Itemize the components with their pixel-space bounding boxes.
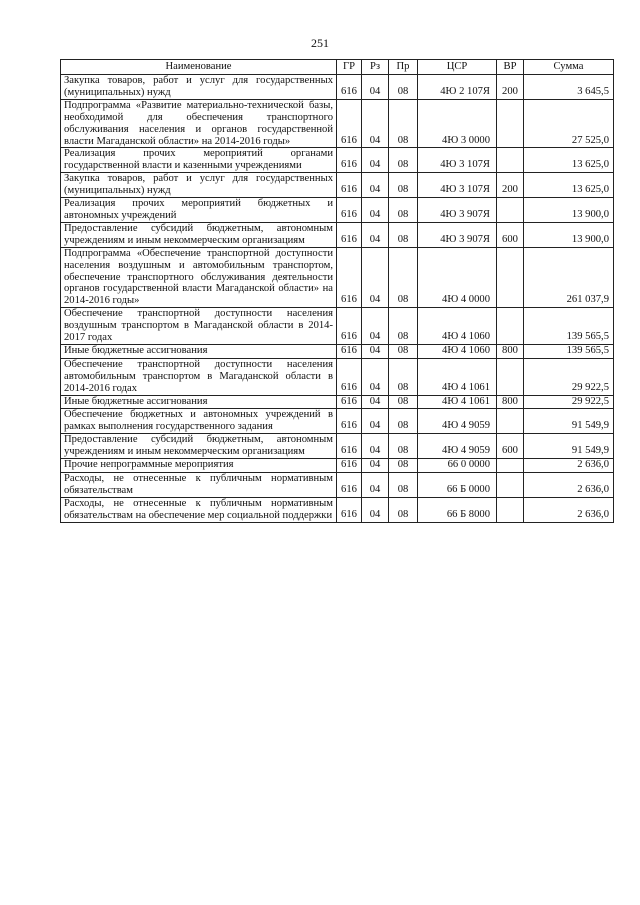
- cell-name: Обеспечение транспортной доступности населения автомобильным транспортом в Магаданской области в 2014-2016 годах: [61, 358, 337, 395]
- cell-name: Расходы, не отнесенные к публичным нормативным обязательствам на обеспечение мер социальной поддержки: [61, 497, 337, 522]
- cell-pr: 08: [389, 99, 418, 148]
- cell-csr: 4Ю 3 907Я: [418, 222, 497, 247]
- cell-name: Подпрограмма «Развитие материально-технической базы, необходимой для обеспечения транспортного обслуживания населения и органов государственной власти Магаданской области» на 2014-2016 годы»: [61, 99, 337, 148]
- cell-pr: 08: [389, 173, 418, 198]
- cell-rz: 04: [362, 247, 389, 308]
- cell-sum: 29 922,5: [524, 395, 614, 409]
- table-row: [61, 409, 614, 434]
- cell-pr: 08: [389, 395, 418, 409]
- cell-vr: 800: [497, 395, 524, 409]
- cell-sum: 139 565,5: [524, 344, 614, 358]
- cell-name: Прочие непрограммные мероприятия: [61, 459, 337, 473]
- cell-gr: 616: [337, 358, 362, 395]
- cell-csr: 66 Б 8000: [418, 497, 497, 522]
- cell-gr: 616: [337, 222, 362, 247]
- cell-rz: 04: [362, 148, 389, 173]
- page-number: 251: [311, 36, 329, 50]
- table-body: [61, 75, 614, 523]
- cell-rz: 04: [362, 198, 389, 223]
- cell-rz: 04: [362, 434, 389, 459]
- cell-sum: 27 525,0: [524, 99, 614, 148]
- cell-pr: 08: [389, 497, 418, 522]
- table-row: [61, 434, 614, 459]
- cell-pr: 08: [389, 75, 418, 100]
- cell-vr: [497, 358, 524, 395]
- cell-vr: [497, 99, 524, 148]
- cell-name: Подпрограмма «Обеспечение транспортной доступности населения воздушным и автомобильным транспортом, обеспечение транспортного обслуживания деятельности органов государственной власти Магаданской области» на 2014-2016 годы»: [61, 247, 337, 308]
- table-row: [61, 247, 614, 308]
- cell-gr: 616: [337, 198, 362, 223]
- column-header-csr: ЦСР: [418, 60, 497, 75]
- cell-gr: 616: [337, 99, 362, 148]
- cell-sum: 91 549,9: [524, 409, 614, 434]
- cell-name: Реализация прочих мероприятий бюджетных и автономных учреждений: [61, 198, 337, 223]
- cell-pr: 08: [389, 148, 418, 173]
- cell-vr: [497, 148, 524, 173]
- cell-name: Обеспечение бюджетных и автономных учреждений в рамках выполнения государственного задания: [61, 409, 337, 434]
- cell-csr: 4Ю 3 107Я: [418, 148, 497, 173]
- cell-csr: 4Ю 3 907Я: [418, 198, 497, 223]
- cell-vr: 800: [497, 344, 524, 358]
- cell-sum: 2 636,0: [524, 459, 614, 473]
- cell-rz: 04: [362, 473, 389, 498]
- cell-sum: 91 549,9: [524, 434, 614, 459]
- cell-sum: 3 645,5: [524, 75, 614, 100]
- table-row: [61, 173, 614, 198]
- cell-vr: [497, 409, 524, 434]
- table-row: [61, 99, 614, 148]
- cell-vr: [497, 459, 524, 473]
- cell-name: Предоставление субсидий бюджетным, автономным учреждениям и иным некоммерческим организациям: [61, 222, 337, 247]
- cell-csr: 66 Б 0000: [418, 473, 497, 498]
- cell-sum: 13 900,0: [524, 222, 614, 247]
- cell-csr: 4Ю 2 107Я: [418, 75, 497, 100]
- cell-name: Расходы, не отнесенные к публичным нормативным обязательствам: [61, 473, 337, 498]
- table-row: [61, 358, 614, 395]
- cell-name: Предоставление субсидий бюджетным, автономным учреждениям и иным некоммерческим организациям: [61, 434, 337, 459]
- cell-sum: 2 636,0: [524, 497, 614, 522]
- table-row: [61, 308, 614, 345]
- cell-csr: 4Ю 4 1060: [418, 308, 497, 345]
- table-row: [61, 459, 614, 473]
- cell-gr: 616: [337, 434, 362, 459]
- cell-vr: 200: [497, 173, 524, 198]
- cell-vr: 600: [497, 434, 524, 459]
- cell-vr: [497, 247, 524, 308]
- table-row: [61, 198, 614, 223]
- column-header-rz: Рз: [362, 60, 389, 75]
- cell-gr: 616: [337, 308, 362, 345]
- cell-sum: 13 900,0: [524, 198, 614, 223]
- cell-pr: 08: [389, 358, 418, 395]
- table-row: [61, 497, 614, 522]
- cell-csr: 4Ю 4 1060: [418, 344, 497, 358]
- budget-table: [60, 59, 614, 523]
- cell-rz: 04: [362, 459, 389, 473]
- column-header-sum: Сумма: [524, 60, 614, 75]
- cell-pr: 08: [389, 409, 418, 434]
- column-header-gr: ГР: [337, 60, 362, 75]
- table-row: [61, 222, 614, 247]
- cell-csr: 4Ю 4 1061: [418, 395, 497, 409]
- cell-gr: 616: [337, 173, 362, 198]
- cell-sum: 261 037,9: [524, 247, 614, 308]
- cell-csr: 4Ю 4 0000: [418, 247, 497, 308]
- cell-pr: 08: [389, 473, 418, 498]
- cell-rz: 04: [362, 222, 389, 247]
- cell-sum: 29 922,5: [524, 358, 614, 395]
- cell-rz: 04: [362, 308, 389, 345]
- cell-vr: [497, 497, 524, 522]
- cell-gr: 616: [337, 497, 362, 522]
- cell-name: Закупка товаров, работ и услуг для государственных (муниципальных) нужд: [61, 75, 337, 100]
- cell-pr: 08: [389, 459, 418, 473]
- table-row: [61, 395, 614, 409]
- cell-csr: 66 0 0000: [418, 459, 497, 473]
- cell-gr: 616: [337, 75, 362, 100]
- table-row: [61, 344, 614, 358]
- column-header-pr: Пр: [389, 60, 418, 75]
- cell-csr: 4Ю 4 1061: [418, 358, 497, 395]
- cell-rz: 04: [362, 497, 389, 522]
- cell-rz: 04: [362, 75, 389, 100]
- cell-rz: 04: [362, 99, 389, 148]
- cell-sum: 13 625,0: [524, 148, 614, 173]
- cell-vr: 200: [497, 75, 524, 100]
- cell-name: Иные бюджетные ассигнования: [61, 395, 337, 409]
- cell-rz: 04: [362, 409, 389, 434]
- cell-csr: 4Ю 4 9059: [418, 409, 497, 434]
- cell-pr: 08: [389, 434, 418, 459]
- cell-gr: 616: [337, 148, 362, 173]
- cell-sum: 2 636,0: [524, 473, 614, 498]
- cell-pr: 08: [389, 198, 418, 223]
- cell-sum: 13 625,0: [524, 173, 614, 198]
- cell-pr: 08: [389, 308, 418, 345]
- cell-vr: [497, 198, 524, 223]
- table-row: [61, 75, 614, 100]
- cell-vr: 600: [497, 222, 524, 247]
- column-header-vr: ВР: [497, 60, 524, 75]
- cell-pr: 08: [389, 222, 418, 247]
- table-row: [61, 473, 614, 498]
- table-row: [61, 148, 614, 173]
- cell-gr: 616: [337, 473, 362, 498]
- cell-rz: 04: [362, 173, 389, 198]
- cell-name: Реализация прочих мероприятий органами государственной власти и казенными учреждениями: [61, 148, 337, 173]
- cell-name: Обеспечение транспортной доступности населения воздушным транспортом в Магаданской области в 2014-2017 годах: [61, 308, 337, 345]
- cell-gr: 616: [337, 395, 362, 409]
- cell-rz: 04: [362, 395, 389, 409]
- table-header-row: [61, 60, 614, 75]
- cell-pr: 08: [389, 247, 418, 308]
- cell-vr: [497, 308, 524, 345]
- cell-gr: 616: [337, 409, 362, 434]
- cell-gr: 616: [337, 459, 362, 473]
- cell-gr: 616: [337, 247, 362, 308]
- column-header-name: Наименование: [61, 60, 337, 75]
- cell-gr: 616: [337, 344, 362, 358]
- cell-rz: 04: [362, 358, 389, 395]
- cell-rz: 04: [362, 344, 389, 358]
- cell-vr: [497, 473, 524, 498]
- cell-csr: 4Ю 3 107Я: [418, 173, 497, 198]
- cell-sum: 139 565,5: [524, 308, 614, 345]
- cell-pr: 08: [389, 344, 418, 358]
- cell-name: Иные бюджетные ассигнования: [61, 344, 337, 358]
- cell-csr: 4Ю 3 0000: [418, 99, 497, 148]
- cell-name: Закупка товаров, работ и услуг для государственных (муниципальных) нужд: [61, 173, 337, 198]
- cell-csr: 4Ю 4 9059: [418, 434, 497, 459]
